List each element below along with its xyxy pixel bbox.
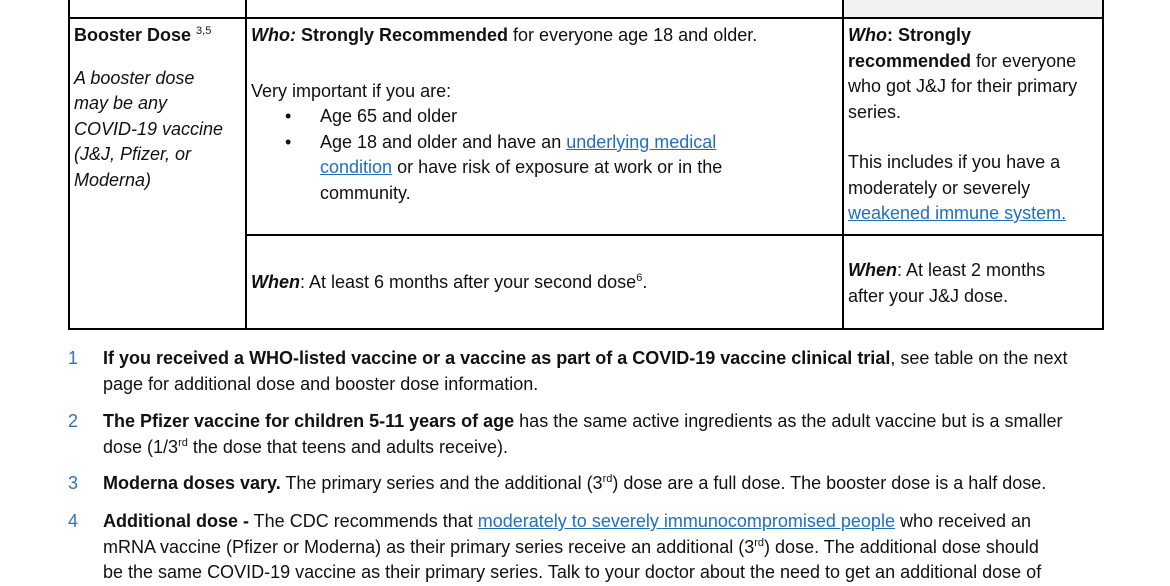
- mrna-when-text: : At least 6 months after your second dose: [300, 272, 637, 292]
- mrna-when-sup: 6: [636, 272, 643, 284]
- booster-note-line: (J&J, Pfizer, or: [74, 144, 192, 164]
- jj-who-label: Who: [848, 25, 887, 45]
- grey-header-cell: [844, 0, 1102, 17]
- footnote-number: 4: [68, 511, 79, 531]
- table-bottom-border: [68, 328, 1104, 330]
- footnote-number: 3: [68, 473, 79, 493]
- mrna-when-label: When: [251, 272, 300, 292]
- footnote-4: 4 Additional dose - The CDC recommends that moderately to severely immunocompromised people who received an mRNA vaccine (Pfizer or Moderna) as their primary series receive an additional (3rd) dose. The additional dose should be the same COVID-19 vaccine as their primary series. Talk to your doctor about the need to get an additional dose of: [68, 511, 1042, 582]
- underlying-condition-link-cont[interactable]: condition: [320, 157, 393, 177]
- bullet-glyph: •: [285, 106, 292, 126]
- footnote-3: 3 Moderna doses vary. The primary series and the additional (3rd) dose are a full dose. The booster dose is a half dose.: [68, 471, 1108, 497]
- table-left-border: [68, 0, 70, 330]
- mrna-bullet-item: • Age 18 and older and have an underlying medical condition or have risk of exposure at work or in the community.: [285, 131, 723, 203]
- immunocompromised-people-link[interactable]: moderately to severely immunocompromised people: [477, 511, 895, 531]
- mrna-who-rest: for everyone age 18 and older.: [508, 25, 758, 45]
- mrna-when-cell: When: At least 6 months after your second dose$^6$.: [251, 272, 648, 292]
- booster-note-line: COVID-19 vaccine: [74, 118, 224, 139]
- booster-title: Booster Dose: [74, 25, 192, 45]
- table-col-divider-1: [245, 0, 247, 330]
- booster-note-line: A booster dose: [74, 67, 195, 88]
- mrna-who-label: Who:: [251, 25, 296, 45]
- table-col-divider-2: [842, 0, 844, 330]
- mrna-bullet-item: • Age 65 and older: [251, 104, 836, 130]
- table-top-border: [68, 17, 1104, 19]
- footnote-1: 1 If you received a WHO-listed vaccine or a vaccine as part of a COVID-19 vaccine clinical trial, see table on the next page for additional dose and booster dose information.: [68, 348, 1068, 394]
- table-row-divider: [245, 234, 1104, 236]
- jj-who-cell: Who: Strongly recommended for everyone who got J&J for their primary series. This includes if you have a moderately or severely weakened immune system.: [848, 25, 1078, 223]
- table-right-border: [1102, 0, 1104, 330]
- jj-when-label: When: [848, 260, 897, 280]
- footnote-number: 1: [68, 348, 79, 368]
- mrna-bullet-list: [251, 104, 836, 206]
- mrna-important-text: Very important if you are:: [251, 80, 452, 101]
- booster-title-sup: 3,5: [196, 25, 212, 37]
- jj-when-cell: When: At least 2 months after your J&J dose.: [848, 260, 1046, 306]
- booster-note-line: Moderna): [74, 169, 152, 190]
- jj-who-strong: recommended: [848, 50, 972, 71]
- mrna-who-strong: Strongly Recommended: [301, 25, 509, 45]
- footnote-2: 2 The Pfizer vaccine for children 5-11 years of age has the same active ingredients as the adult vaccine but is a smaller dose (1/3rd the dose that teens and adults receive).: [68, 411, 1063, 457]
- booster-note-line: may be any: [74, 93, 168, 113]
- footnote-number: 2: [68, 411, 79, 431]
- booster-label-cell: [74, 23, 242, 193]
- bullet-glyph: •: [285, 131, 292, 152]
- mrna-who-cell: [251, 23, 836, 206]
- underlying-condition-link[interactable]: underlying medical: [566, 131, 717, 152]
- weakened-immune-system-link[interactable]: weakened immune system.: [848, 203, 1067, 223]
